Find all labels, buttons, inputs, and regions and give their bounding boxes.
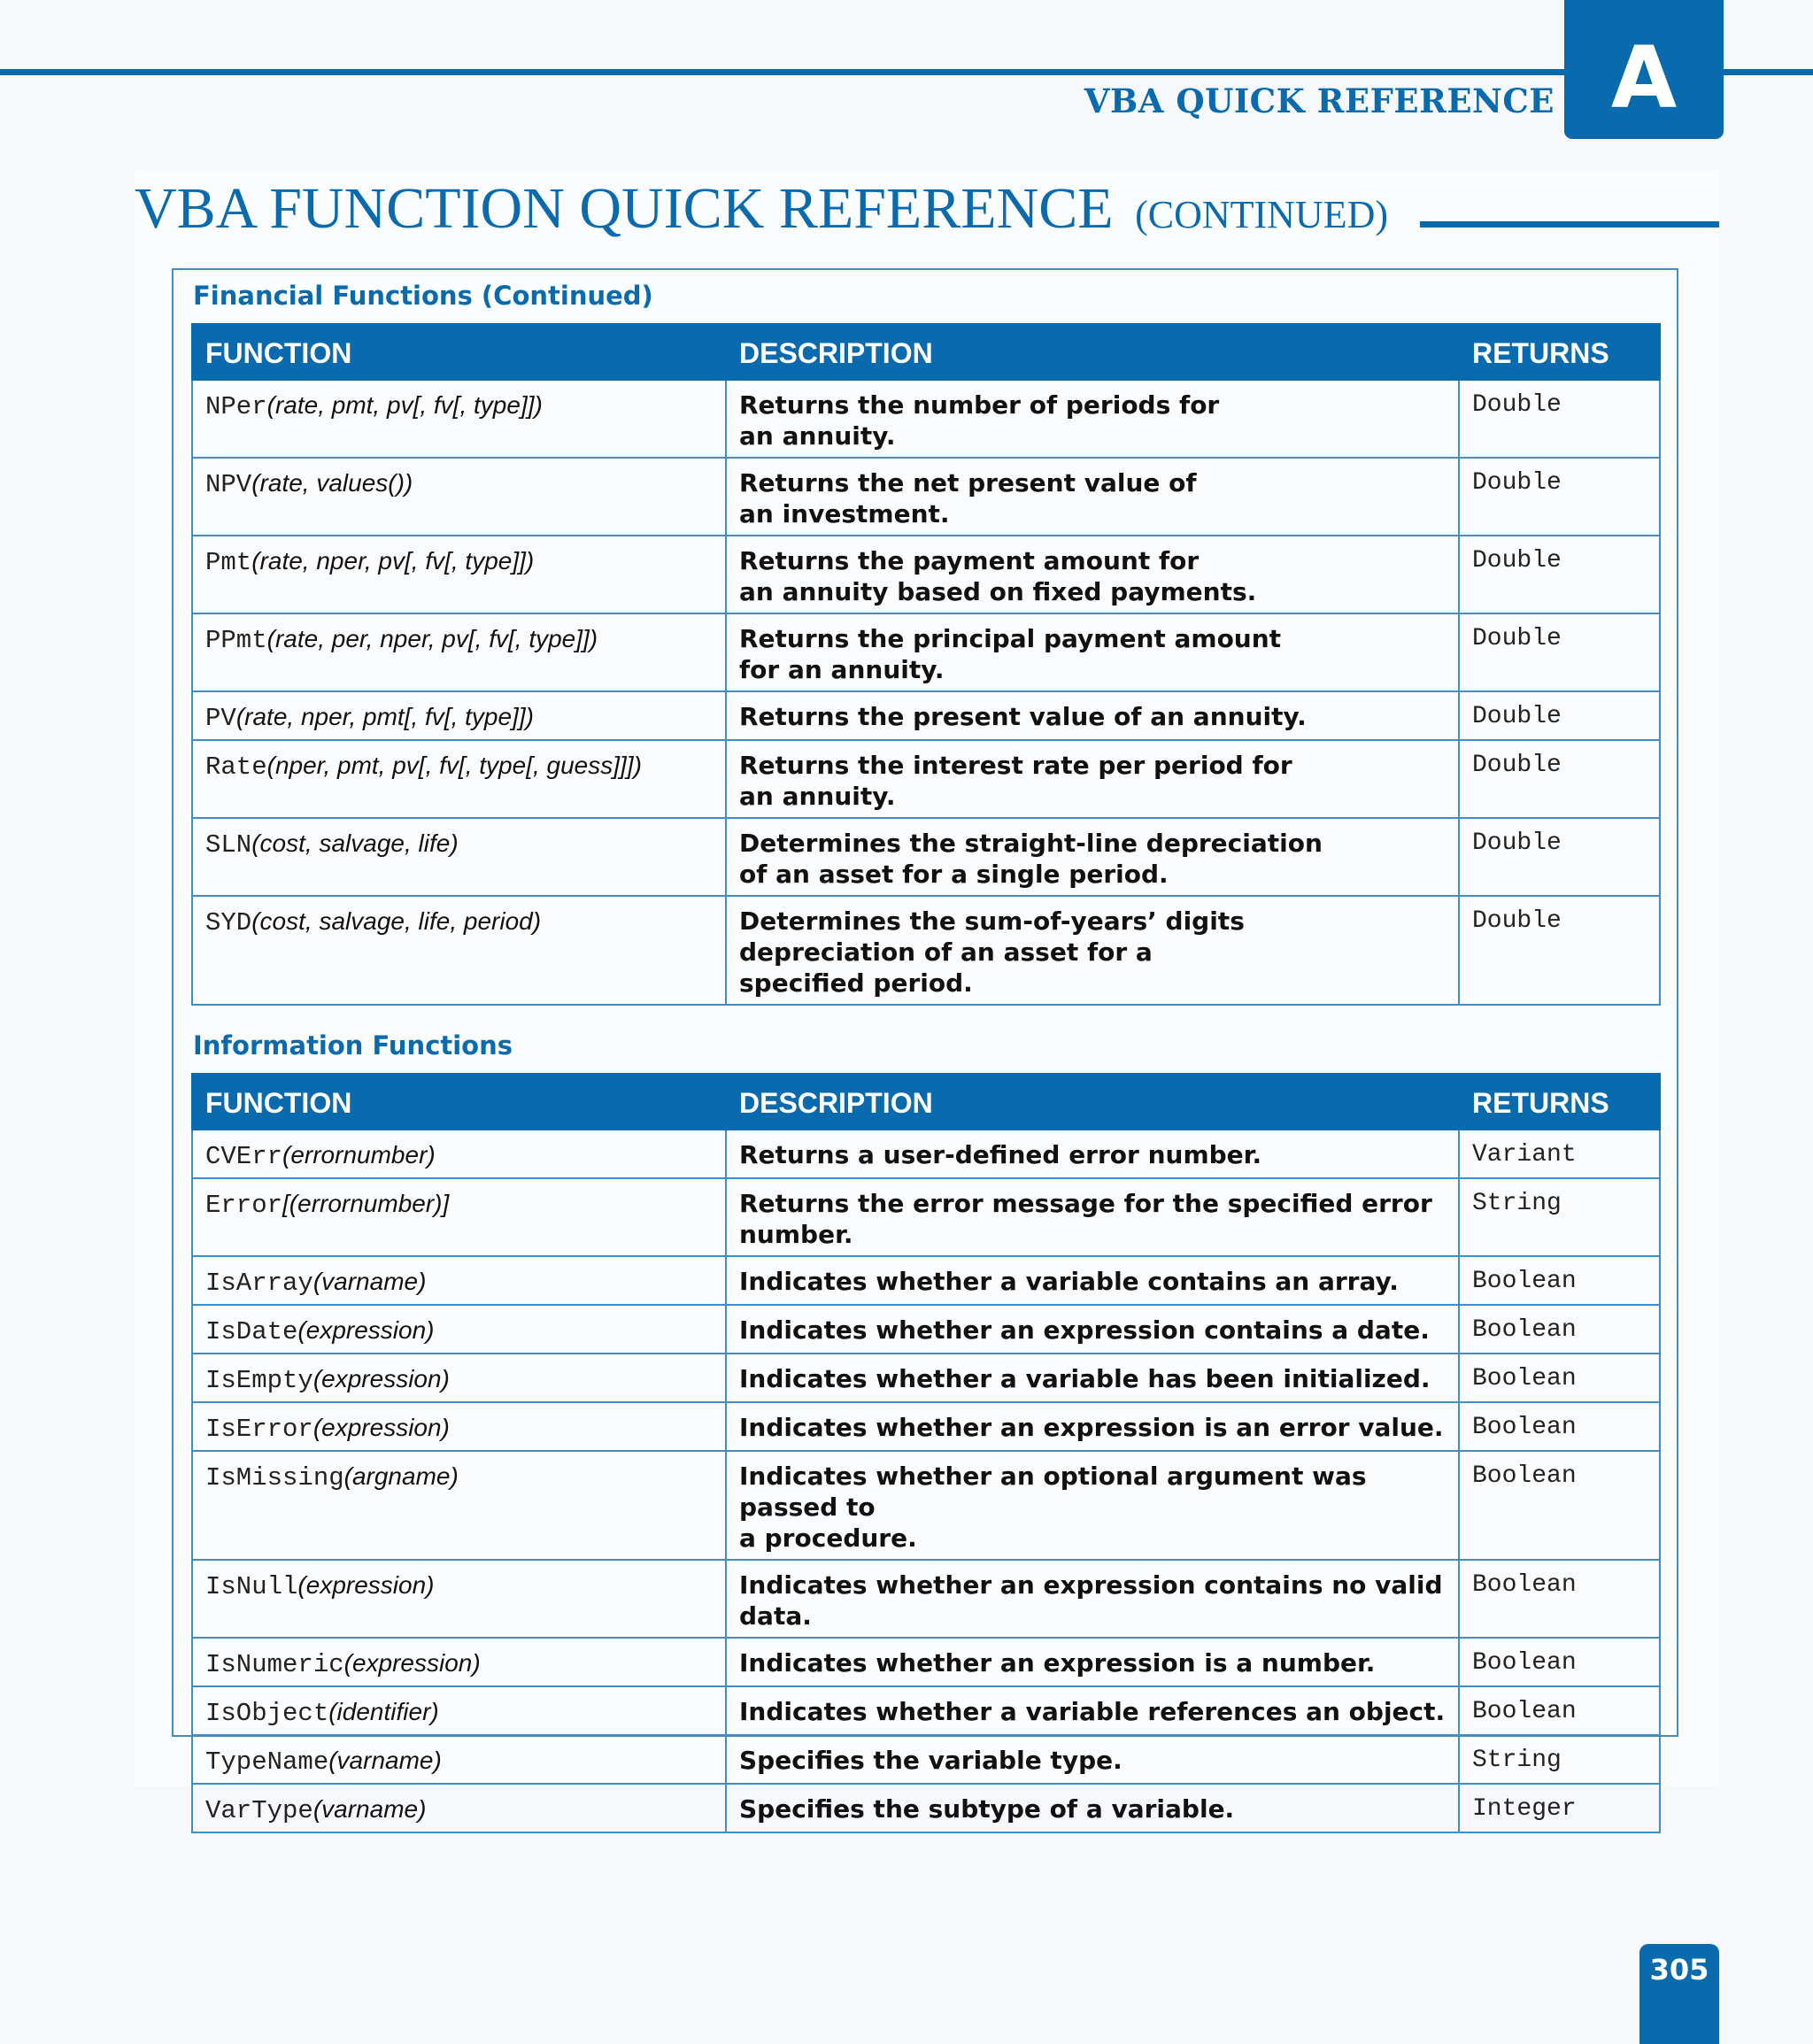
return-type-cell: Double <box>1459 613 1660 691</box>
return-type-cell: Boolean <box>1459 1451 1660 1560</box>
function-cell <box>192 740 726 818</box>
function-arguments: (rate, per, nper, pv[, fv[, type]]) <box>266 625 598 652</box>
function-name: NPV <box>205 470 252 499</box>
description-cell: Determines the straight-line depreciation of an asset for a single period. <box>726 818 1459 896</box>
table-row <box>192 1735 1660 1784</box>
table-row <box>192 818 1660 896</box>
function-name: IsNull <box>205 1572 298 1601</box>
function-cell <box>192 536 726 613</box>
table-row <box>192 1686 1660 1735</box>
table-row <box>192 1638 1660 1686</box>
description-cell: Returns the number of periods for an annuity. <box>726 380 1459 458</box>
column-header-function: FUNCTION <box>192 1074 726 1130</box>
description-cell: Indicates whether a variable references an object. <box>726 1686 1459 1735</box>
function-cell <box>192 1178 726 1256</box>
description-cell: Indicates whether a variable has been initialized. <box>726 1354 1459 1402</box>
function-name: IsDate <box>205 1317 298 1346</box>
function-cell <box>192 691 726 740</box>
function-cell <box>192 1305 726 1354</box>
description-cell: Indicates whether an expression is an error value. <box>726 1402 1459 1451</box>
information-functions-table <box>191 1073 1661 1833</box>
function-name: Rate <box>205 752 267 782</box>
return-type-cell: String <box>1459 1178 1660 1256</box>
column-header-function: FUNCTION <box>192 324 726 380</box>
table-row <box>192 1130 1660 1178</box>
description-cell: Specifies the subtype of a variable. <box>726 1784 1459 1832</box>
function-arguments: (rate, nper, pv[, fv[, type]]) <box>251 547 535 575</box>
function-cell <box>192 1256 726 1305</box>
function-arguments: (expression) <box>312 1414 450 1441</box>
function-name: PV <box>205 704 236 733</box>
function-arguments: (cost, salvage, life) <box>251 829 459 857</box>
function-arguments: (expression) <box>312 1365 450 1392</box>
column-header-returns: RETURNS <box>1459 324 1660 380</box>
function-name: TypeName <box>205 1747 329 1777</box>
function-cell <box>192 818 726 896</box>
function-name: IsNumeric <box>205 1650 344 1679</box>
page-title <box>135 175 1388 243</box>
page-title-main: VBA FUNCTION QUICK REFERENCE <box>135 176 1114 241</box>
return-type-cell: Double <box>1459 380 1660 458</box>
function-arguments: (cost, salvage, life, period) <box>251 907 542 935</box>
description-cell: Returns the principal payment amount for an annuity. <box>726 613 1459 691</box>
return-type-cell: Boolean <box>1459 1402 1660 1451</box>
table-row <box>192 536 1660 613</box>
table-header-row <box>192 324 1660 380</box>
function-arguments: (expression) <box>297 1316 435 1344</box>
return-type-cell: Boolean <box>1459 1256 1660 1305</box>
function-arguments: (varname) <box>328 1747 442 1774</box>
function-name: CVErr <box>205 1142 283 1171</box>
financial-rows <box>192 380 1660 1005</box>
function-name: PPmt <box>205 626 267 655</box>
description-cell: Returns the error message for the specified error number. <box>726 1178 1459 1256</box>
description-cell: Indicates whether an expression contains a date. <box>726 1305 1459 1354</box>
function-arguments: (expression) <box>297 1571 435 1599</box>
function-arguments: (rate, pmt, pv[, fv[, type]]) <box>266 391 543 419</box>
return-type-cell: Variant <box>1459 1130 1660 1178</box>
page-title-suffix: (CONTINUED) <box>1135 193 1389 236</box>
function-cell <box>192 1686 726 1735</box>
function-arguments: (expression) <box>343 1649 481 1677</box>
function-arguments: [(errornumber)] <box>282 1190 450 1217</box>
description-cell: Indicates whether an optional argument was passed to a procedure. <box>726 1451 1459 1560</box>
description-cell: Returns the payment amount for an annuity based on fixed payments. <box>726 536 1459 613</box>
table-row <box>192 1305 1660 1354</box>
financial-functions-table <box>191 323 1661 1006</box>
function-arguments: (varname) <box>312 1795 427 1823</box>
table-row <box>192 1560 1660 1638</box>
description-cell: Indicates whether a variable contains an array. <box>726 1256 1459 1305</box>
return-type-cell: Boolean <box>1459 1560 1660 1638</box>
function-name: IsArray <box>205 1269 313 1298</box>
description-cell: Returns the interest rate per period for an annuity. <box>726 740 1459 818</box>
return-type-cell: Double <box>1459 458 1660 536</box>
return-type-cell: Boolean <box>1459 1305 1660 1354</box>
title-rule <box>1420 221 1719 228</box>
information-rows <box>192 1130 1660 1832</box>
table-header-row <box>192 1074 1660 1130</box>
function-name: IsError <box>205 1415 313 1444</box>
return-type-cell: String <box>1459 1735 1660 1784</box>
function-cell <box>192 458 726 536</box>
function-arguments: (identifier) <box>328 1698 439 1725</box>
function-cell <box>192 1560 726 1638</box>
description-cell: Returns the present value of an annuity. <box>726 691 1459 740</box>
description-cell: Indicates whether an expression is a number. <box>726 1638 1459 1686</box>
description-cell: Indicates whether an expression contains no valid data. <box>726 1560 1459 1638</box>
function-arguments: (nper, pmt, pv[, fv[, type[, guess]]]) <box>266 752 642 779</box>
function-cell <box>192 1735 726 1784</box>
function-cell <box>192 1638 726 1686</box>
table-row <box>192 458 1660 536</box>
column-header-returns: RETURNS <box>1459 1074 1660 1130</box>
table-row <box>192 1256 1660 1305</box>
running-head: VBA QUICK REFERENCE <box>1084 81 1555 120</box>
function-name: SLN <box>205 830 252 860</box>
function-arguments: (rate, nper, pmt[, fv[, type]]) <box>235 703 534 730</box>
appendix-letter: A <box>1610 28 1678 127</box>
table-row <box>192 1354 1660 1402</box>
table-row <box>192 1402 1660 1451</box>
table-row <box>192 1178 1660 1256</box>
column-header-description: DESCRIPTION <box>726 324 1459 380</box>
function-name: NPer <box>205 392 267 421</box>
return-type-cell: Double <box>1459 691 1660 740</box>
table-row <box>192 740 1660 818</box>
description-cell: Returns the net present value of an investment. <box>726 458 1459 536</box>
appendix-tab <box>1564 0 1724 139</box>
function-name: IsMissing <box>205 1463 344 1493</box>
function-name: IsObject <box>205 1699 329 1728</box>
return-type-cell: Double <box>1459 896 1660 1005</box>
function-name: Pmt <box>205 548 252 577</box>
return-type-cell: Boolean <box>1459 1638 1660 1686</box>
function-name: IsEmpty <box>205 1366 313 1395</box>
table-row <box>192 1451 1660 1560</box>
description-cell: Returns a user-defined error number. <box>726 1130 1459 1178</box>
header-rule <box>0 69 1813 75</box>
function-cell <box>192 1784 726 1832</box>
function-name: Error <box>205 1191 283 1220</box>
function-name: VarType <box>205 1796 313 1825</box>
column-header-description: DESCRIPTION <box>726 1074 1459 1130</box>
description-cell: Specifies the variable type. <box>726 1735 1459 1784</box>
function-cell <box>192 1451 726 1560</box>
table-row <box>192 380 1660 458</box>
financial-section-heading: Financial Functions (Continued) <box>193 281 653 311</box>
return-type-cell: Double <box>1459 536 1660 613</box>
page-number: 305 <box>1639 1944 1719 2044</box>
function-arguments: (argname) <box>343 1462 459 1490</box>
table-row <box>192 613 1660 691</box>
description-cell: Determines the sum-of-years’ digits depreciation of an asset for a specified period. <box>726 896 1459 1005</box>
function-arguments: (varname) <box>312 1268 427 1295</box>
return-type-cell: Double <box>1459 740 1660 818</box>
table-row <box>192 691 1660 740</box>
table-row <box>192 1784 1660 1832</box>
return-type-cell: Boolean <box>1459 1686 1660 1735</box>
function-arguments: (errornumber) <box>282 1141 436 1169</box>
table-row <box>192 896 1660 1005</box>
function-cell <box>192 896 726 1005</box>
function-arguments: (rate, values()) <box>251 469 413 497</box>
information-section-heading: Information Functions <box>193 1030 513 1061</box>
return-type-cell: Integer <box>1459 1784 1660 1832</box>
function-cell <box>192 1402 726 1451</box>
return-type-cell: Boolean <box>1459 1354 1660 1402</box>
function-cell <box>192 613 726 691</box>
function-cell <box>192 1130 726 1178</box>
function-cell <box>192 1354 726 1402</box>
function-name: SYD <box>205 908 252 937</box>
return-type-cell: Double <box>1459 818 1660 896</box>
function-cell <box>192 380 726 458</box>
